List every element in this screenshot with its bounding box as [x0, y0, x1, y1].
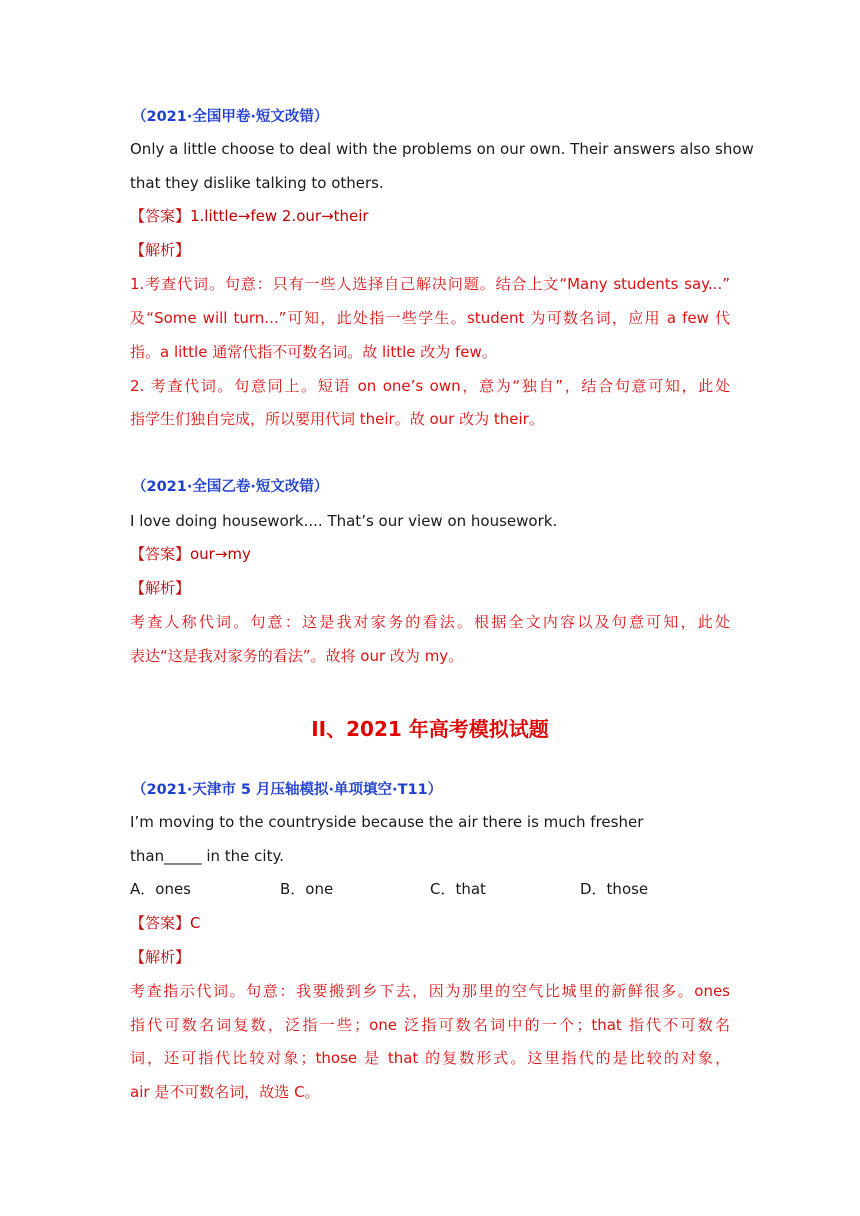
section-title: II、2021 年高考模拟试题 — [311, 717, 549, 741]
q1-answer: 【答案】1.little→few 2.our→their — [130, 207, 369, 225]
q3-text-line2: than_____ in the city. — [130, 847, 284, 865]
q2-text-line1: I love doing housework.... That’s our view on housework. — [130, 512, 558, 530]
q1-text-line1: Only a little choose to deal with the problems on our own. Their answers also show — [130, 140, 754, 158]
q3-option-b: B．one — [280, 880, 334, 898]
q2-answer: 【答案】our→my — [130, 545, 251, 563]
q1-analysis-line1: 1.考查代词。句意：只有一些人选择自己解决问题。结合上文“Many students say...” — [130, 275, 730, 293]
q1-analysis-line3: 指。a little 通常代指不可数名词。故 little 改为 few。 — [130, 343, 497, 361]
q3-text-line1: I’m moving to the countryside because the air there is much fresher — [130, 813, 644, 831]
q1-analysis-line2: 及“Some will turn...”可知，此处指一些学生。student 为可数名词，应用 a few 代 — [130, 309, 730, 327]
q3-analysis-label: 【解析】 — [130, 948, 191, 966]
q2-analysis-line2: 表达“这是我对家务的看法”。故将 our 改为 my。 — [130, 647, 464, 665]
q3-source: （2021·天津市 5 月压轴模拟·单项填空·T11） — [132, 782, 443, 798]
q3-option-d: D．those — [580, 880, 649, 898]
q3-analysis-line3: 词，还可指代比较对象；those 是 that 的复数形式。这里指代的是比较的对象， — [130, 1049, 730, 1067]
q3-analysis-line4: air 是不可数名词，故选 C。 — [130, 1083, 320, 1101]
q3-analysis-line2: 指代可数名词复数，泛指一些；one 泛指可数名词中的一个；that 指代不可数名 — [130, 1016, 730, 1034]
q2-source: （2021·全国乙卷·短文改错） — [132, 479, 329, 495]
q1-analysis-line4: 2. 考查代词。句意同上。短语 on one’s own，意为“独自”，结合句意可知，此处 — [130, 377, 730, 395]
q3-answer: 【答案】C — [130, 914, 201, 932]
q1-text-line2: that they dislike talking to others. — [130, 174, 384, 192]
q2-analysis-label: 【解析】 — [130, 579, 191, 597]
q3-option-c: C．that — [430, 880, 486, 898]
q2-analysis-line1: 考查人称代词。句意：这是我对家务的看法。根据全文内容以及句意可知，此处 — [130, 613, 730, 631]
q1-source: （2021·全国甲卷·短文改错） — [132, 109, 329, 125]
q1-analysis-label: 【解析】 — [130, 241, 191, 259]
q3-option-a: A．ones — [130, 880, 191, 898]
q1-analysis-line5: 指学生们独自完成，所以要用代词 their。故 our 改为 their。 — [130, 410, 544, 428]
q3-analysis-line1: 考查指示代词。句意：我要搬到乡下去，因为那里的空气比城里的新鲜很多。ones — [130, 982, 730, 1000]
